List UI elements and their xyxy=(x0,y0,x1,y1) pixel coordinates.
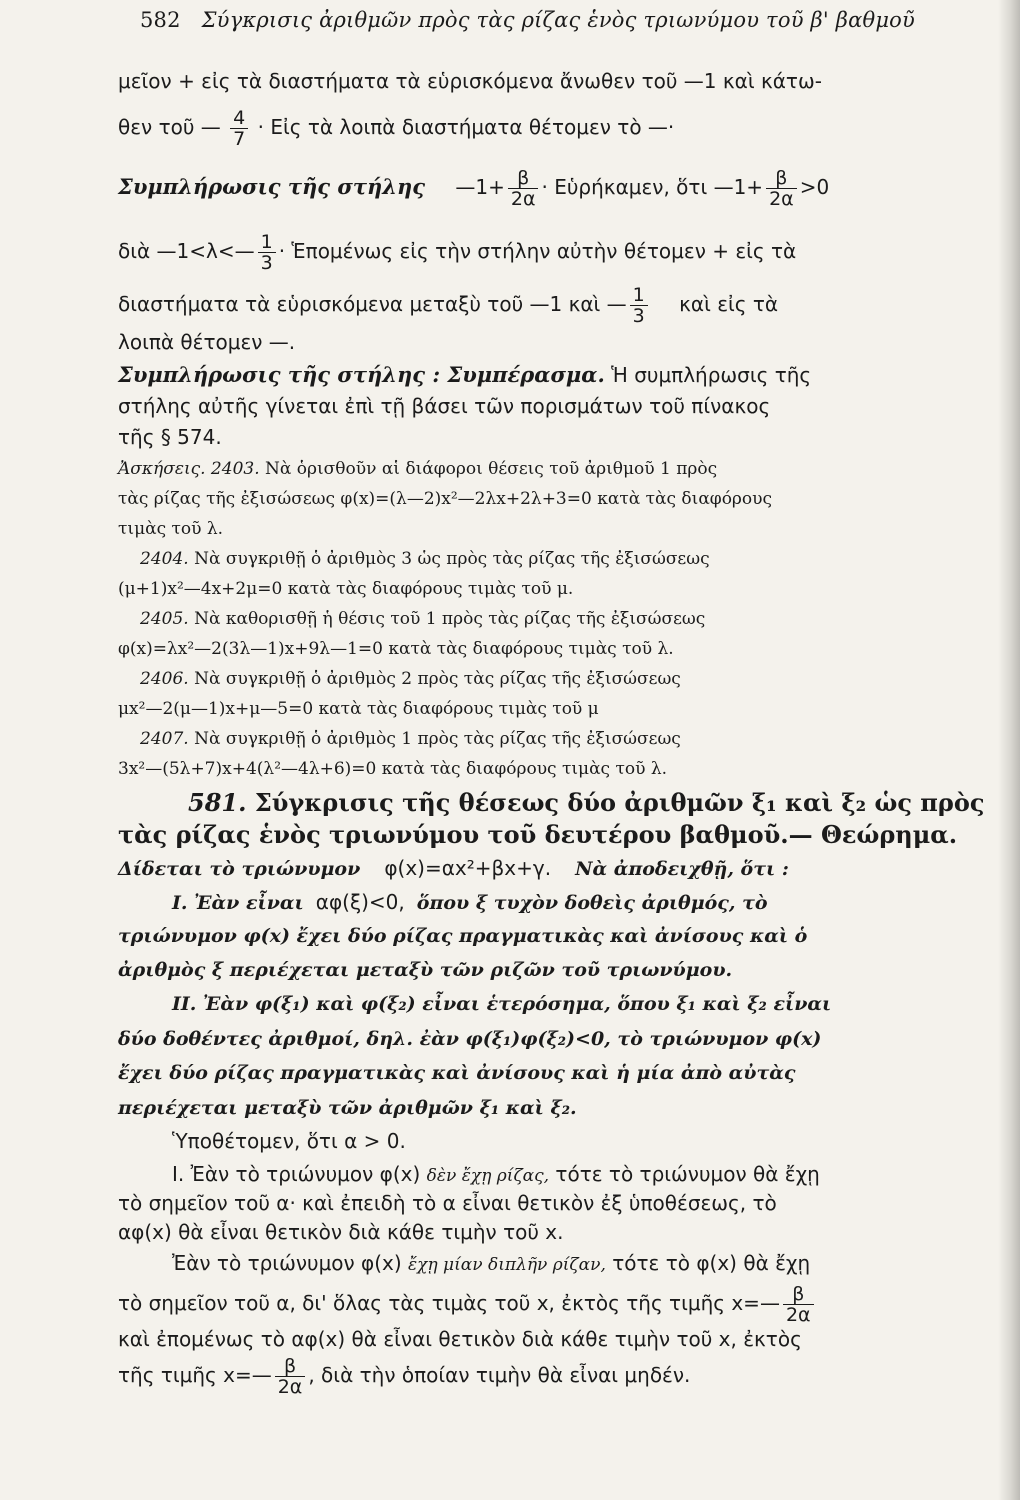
text-line: διαστήματα τὰ εὑρισκόμενα μεταξὺ τοῦ —1 καὶ — $\frac{1}{3}$ καὶ εἰς τὰ xyxy=(118,284,779,327)
exercise-2406: 2406. Νὰ συγκριθῇ ὁ ἀριθμὸς 2 πρὸς τὰς ρίζας τῆς ἐξισώσεως xyxy=(140,669,681,689)
exercises-label: Ἀσκήσεις. 2403. xyxy=(118,459,260,479)
run-in-heading: Συμπλήρωσις τῆς στήλης xyxy=(118,174,426,199)
fraction: $\frac{4}{7}$ xyxy=(230,108,248,149)
text-line: φ(x)=λx²—2(3λ—1)x+9λ—1=0 κατὰ τὰς διαφόρους τιμὰς τοῦ λ. xyxy=(118,639,674,659)
fraction: $\frac{\beta}{2\alpha}$ xyxy=(508,168,539,209)
text-line: καὶ ἐπομένως τὸ αφ(x) θὰ εἶναι θετικὸν διὰ κάθε τιμὴν τοῦ x, ἐκτὸς xyxy=(118,1327,802,1351)
text-line: τὰς ρίζας τῆς ἐξισώσεως φ(x)=(λ—2)x²—2λx+2λ+3=0 κατὰ τὰς διαφόρους xyxy=(118,489,773,509)
text-line: τῆς § 574. xyxy=(118,425,222,449)
running-header xyxy=(140,8,915,32)
theorem-line: περιέχεται μεταξὺ τῶν ἀριθμῶν ξ₁ καὶ ξ₂. xyxy=(118,1097,577,1119)
fraction: $\frac{\beta}{2\alpha}$ xyxy=(783,1284,814,1325)
section-number: 581. xyxy=(188,788,247,817)
text-line: μx²—2(μ—1)x+μ—5=0 κατὰ τὰς διαφόρους τιμὰς τοῦ μ xyxy=(118,699,599,719)
theorem-line: ἀριθμὸς ξ περιέχεται μεταξὺ τῶν ριζῶν τοῦ τριωνύμου. xyxy=(118,959,733,981)
fraction: $\frac{1}{3}$ xyxy=(258,232,276,273)
text-line: διὰ —1<λ<— $\frac{1}{3}$ · Ἑπομένως εἰς τὴν στήλην αὐτὴν θέτομεν + εἰς τὰ xyxy=(118,231,797,274)
page-number: 582 xyxy=(140,8,181,32)
running-title: Σύγκρισις ἀριθμῶν πρὸς τὰς ρίζας ἑνὸς τριωνύμου τοῦ β' βαθμοῦ xyxy=(201,8,915,32)
run-in-heading: Συμπλήρωσις τῆς στήλης : Συμπέρασμα. xyxy=(118,362,605,387)
section-heading xyxy=(118,788,985,817)
exercise-2407: 2407. Νὰ συγκριθῇ ὁ ἀριθμὸς 1 πρὸς τὰς ρίζας τῆς ἐξισώσεως xyxy=(140,729,681,749)
text-line: 3x²—(5λ+7)x+4(λ²—4λ+6)=0 κατὰ τὰς διαφόρους τιμὰς τοῦ λ. xyxy=(118,759,668,779)
theorem-line: τριώνυμον φ(x) ἔχει δύο ρίζας πραγματικὰς καὶ ἀνίσους καὶ ὁ xyxy=(118,925,808,947)
text-line: λοιπὰ θέτομεν —. xyxy=(118,330,296,354)
text-line: I. Ἐὰν τὸ τριώνυμον φ(x) δὲν ἔχῃ ρίζας, τότε τὸ τριώνυμον θὰ ἔχῃ xyxy=(172,1162,820,1186)
theorem-line: ἔχει δύο ρίζας πραγματικὰς καὶ ἀνίσους καὶ ἡ μία ἀπὸ αὐτὰς xyxy=(118,1062,796,1084)
exercise-2405: 2405. Νὰ καθορισθῇ ἡ θέσις τοῦ 1 πρὸς τὰς ρίζας τῆς ἐξισώσεως xyxy=(140,609,706,629)
text-line: Ἐὰν τὸ τριώνυμον φ(x) ἔχῃ μίαν διπλῆν ρίζαν, τότε τὸ φ(x) θὰ ἔχῃ xyxy=(172,1251,811,1275)
text-line: στήλης αὐτῆς γίνεται ἐπὶ τῇ βάσει τῶν πορισμάτων τοῦ πίνακος xyxy=(118,394,771,418)
section-title-line-2: τὰς ρίζας ἑνὸς τριωνύμου τοῦ δευτέρου βαθμοῦ.— Θεώρημα. xyxy=(118,820,958,849)
text-line: τὸ σημεῖον τοῦ α· καὶ ἐπειδὴ τὸ α εἶναι θετικὸν ἐξ ὑποθέσεως, τὸ xyxy=(118,1191,777,1215)
text-line: μεῖον + εἰς τὰ διαστήματα τὰ εὑρισκόμενα ἄνωθεν τοῦ —1 καὶ κάτω- xyxy=(118,69,822,93)
text-line: αφ(x) θὰ εἶναι θετικὸν διὰ κάθε τιμὴν τοῦ x. xyxy=(118,1220,564,1244)
exercise-2403: Ἀσκήσεις. 2403. Νὰ ὁρισθοῦν αἱ διάφοροι θέσεις τοῦ ἀριθμοῦ 1 πρὸς xyxy=(118,459,718,479)
theorem-line: Δίδεται τὸ τριώνυμον φ(x)=αx²+βx+γ. Νὰ ἀποδειχθῇ, ὅτι : xyxy=(118,856,789,880)
text-line: θεν τοῦ — $\frac{4}{7}$ · Εἰς τὰ λοιπὰ διαστήματα θέτομεν τὸ —· xyxy=(118,107,675,150)
fraction: $\frac{\beta}{2\alpha}$ xyxy=(275,1356,306,1397)
theorem-line: II. Ἐὰν φ(ξ₁) καὶ φ(ξ₂) εἶναι ἑτερόσημα, ὅπου ξ₁ καὶ ξ₂ εἶναι xyxy=(172,993,832,1015)
exercise-2404: 2404. Νὰ συγκριθῇ ὁ ἀριθμὸς 3 ὡς πρὸς τὰς ρίζας τῆς ἐξισώσεως xyxy=(140,549,710,569)
section-heading xyxy=(118,822,966,848)
text-line: τιμὰς τοῦ λ. xyxy=(118,519,224,539)
theorem-line: I. Ἐὰν εἶναι αφ(ξ)<0, ὅπου ξ τυχὸν δοθεὶς ἀριθμός, τὸ xyxy=(172,890,768,914)
section-title-line-1: Σύγκρισις τῆς θέσεως δύο ἀριθμῶν ξ₁ καὶ ξ₂ ὡς πρὸς xyxy=(254,788,985,817)
fraction: $\frac{\beta}{2\alpha}$ xyxy=(766,168,797,209)
fraction: $\frac{1}{3}$ xyxy=(630,285,648,326)
text-line: τῆς τιμῆς x=— $\frac{\beta}{2\alpha}$ , διὰ τὴν ὁποίαν τιμὴν θὰ εἶναι μηδέν. xyxy=(118,1355,691,1398)
text-line: (μ+1)x²—4x+2μ=0 κατὰ τὰς διαφόρους τιμὰς τοῦ μ. xyxy=(118,579,574,599)
text-line: Συμπλήρωσις τῆς στήλης : Συμπέρασμα. Ἡ συμπλήρωσις τῆς xyxy=(118,362,812,387)
text-line: τὸ σημεῖον τοῦ α, δι' ὅλας τὰς τιμὰς τοῦ x, ἐκτὸς τῆς τιμῆς x=— $\frac{\beta}{2\alpha}$ xyxy=(118,1284,966,1325)
text-line: Συμπλήρωσις τῆς στήλης —1+ $\frac{\beta}{2\alpha}$ · Εὑρήκαμεν, ὅτι —1+ $\frac{\beta}{2\alpha}$ >0 xyxy=(118,167,830,210)
theorem-line: δύο δοθέντες ἀριθμοί, δηλ. ἐὰν φ(ξ₁)φ(ξ₂)<0, τὸ τριώνυμον φ(x) xyxy=(118,1028,822,1050)
page-edge-shadow xyxy=(998,0,1020,1500)
text-line: Ὑποθέτομεν, ὅτι α > 0. xyxy=(172,1129,406,1153)
